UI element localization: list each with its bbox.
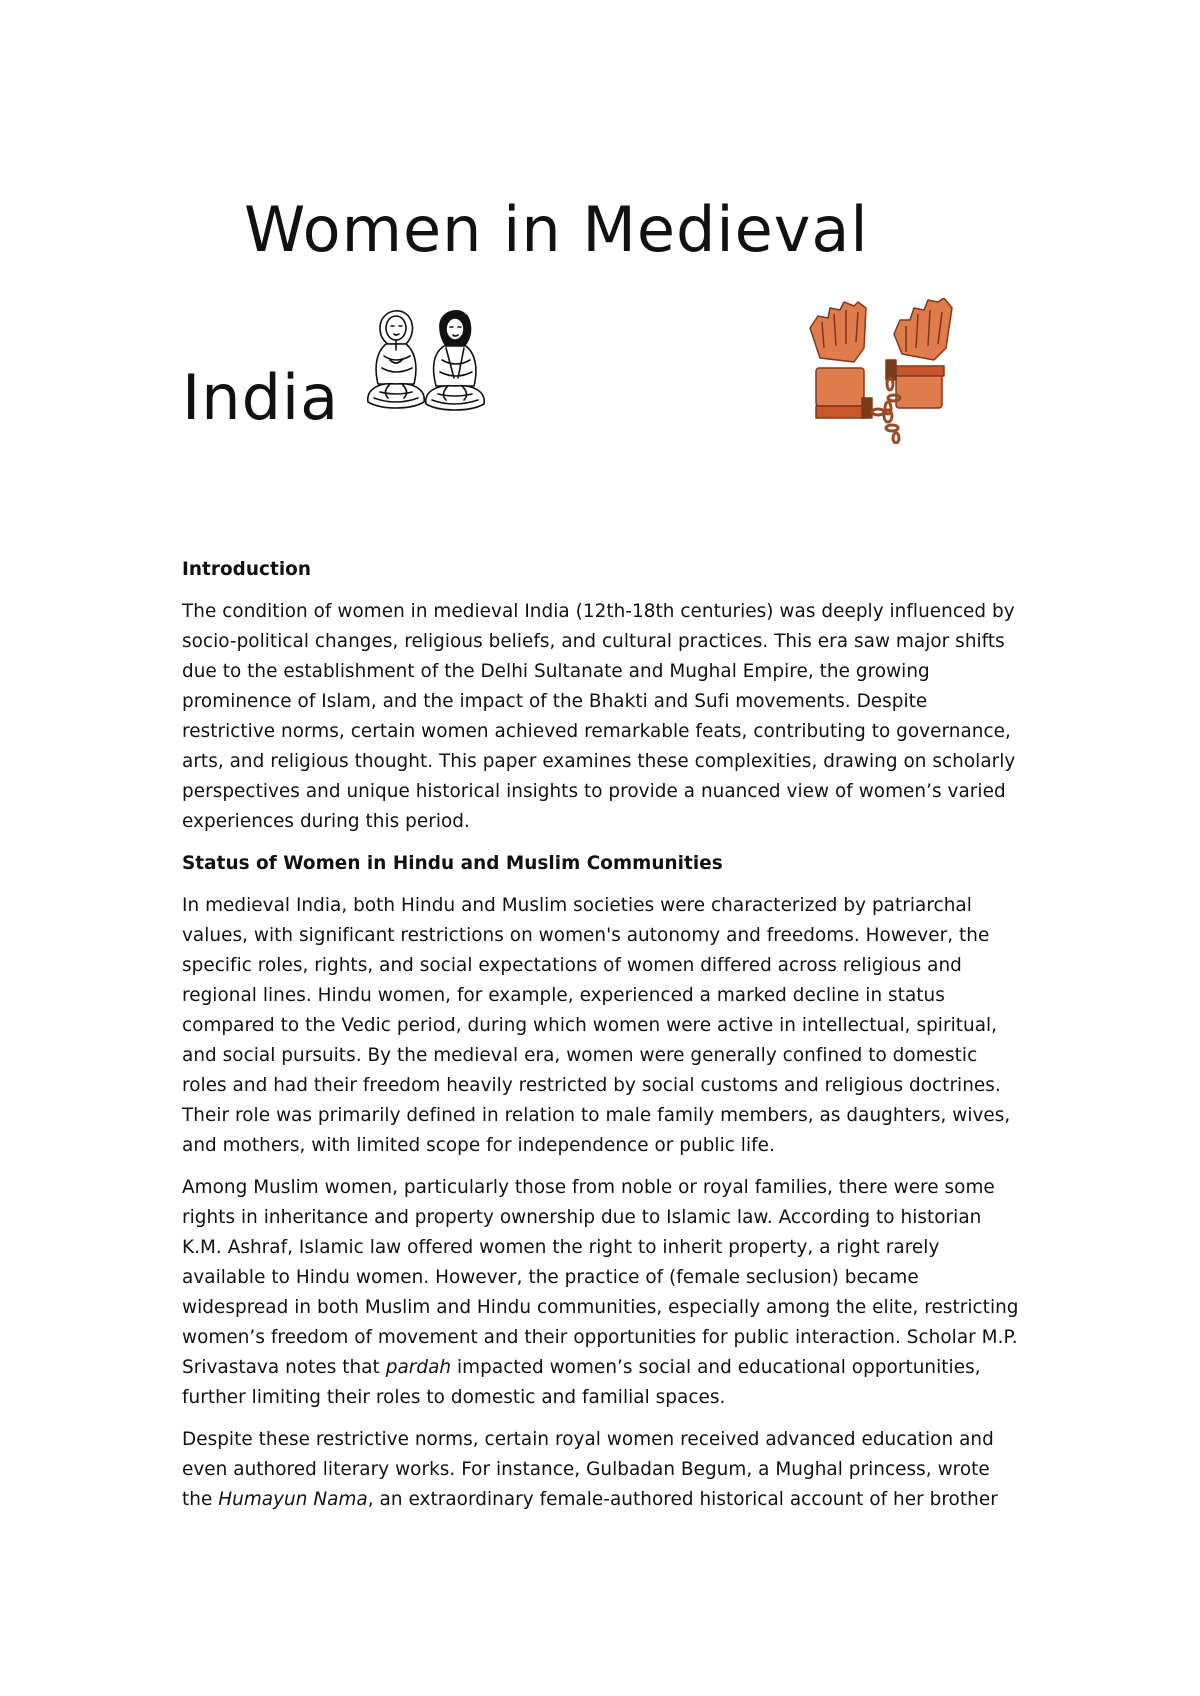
status-paragraph-2-part-b: impacted women’s social and educational opportunities, further limiting their roles to domestic and familial spaces.: [182, 1357, 981, 1408]
section-heading-status: Status of Women in Hindu and Muslim Communities: [182, 853, 723, 874]
broken-chain-fists-illustration-icon: [796, 298, 966, 444]
section-heading-introduction: Introduction: [182, 559, 312, 580]
seated-women-illustration-icon: [360, 298, 490, 422]
status-paragraph-1: In medieval India, both Hindu and Muslim societies were characterized by patriarchal values, with significant restrictions on women's autonomy and freedoms. However, the specific roles, rights, and social expectations of women differed across religious and regional lines. Hindu women, for example, experienced a marked decline in status compared to the Vedic period, during which women were active in intellectual, spiritual, and social pursuits. By the medieval era, women were generally confined to domestic roles and had their freedom heavily restricted by social customs and religious doctrines. Their role was primarily defined in relation to male family members, as daughters, wives, and mothers, with limited scope for independence or public life.: [182, 895, 1011, 1156]
status-paragraph-3-part-a: Despite these restrictive norms, certain royal women received advanced education and even authored literary works. For instance, Gulbadan Begum, a Mughal princess, wrote the: [182, 1429, 994, 1510]
document-body: [182, 555, 1022, 1527]
humayun-nama-title: Humayun Nama: [218, 1489, 368, 1510]
introduction-paragraph: The condition of women in medieval India (12th-18th centuries) was deeply influenced by socio-political changes, religious beliefs, and cultural practices. This era saw major shifts due to the establishment of the Delhi Sultanate and Mughal Empire, the growing prominence of Islam, and the impact of the Bhakti and Sufi movements. Despite restrictive norms, certain women achieved remarkable feats, contributing to governance, arts, and religious thought. This paper examines these complexities, drawing on scholarly perspectives and unique historical insights to provide a nuanced view of women’s varied experiences during this period.: [182, 601, 1016, 832]
pardah-term: pardah: [385, 1357, 452, 1378]
status-paragraph-2: [182, 1173, 1022, 1413]
status-paragraph-3-part-b: , an extraordinary female-authored historical account of her brother: [367, 1489, 998, 1510]
status-paragraph-2-part-a: Among Muslim women, particularly those from noble or royal families, there were some rights in inheritance and property ownership due to Islamic law. According to historian K.M. Ashraf, Islamic law offered women the right to inherit property, a right rarely available to Hindu women. However, the practice of (female seclusion) became widespread in both Muslim and Hindu communities, especially among the elite, restricting women’s freedom of movement and their opportunities for public interaction. Scholar M.P. Srivastava notes that: [182, 1177, 1019, 1378]
status-paragraph-3: [182, 1425, 1022, 1515]
document-title-line-1: Women in Medieval: [244, 193, 869, 266]
document-title-line-2: India: [182, 361, 340, 434]
